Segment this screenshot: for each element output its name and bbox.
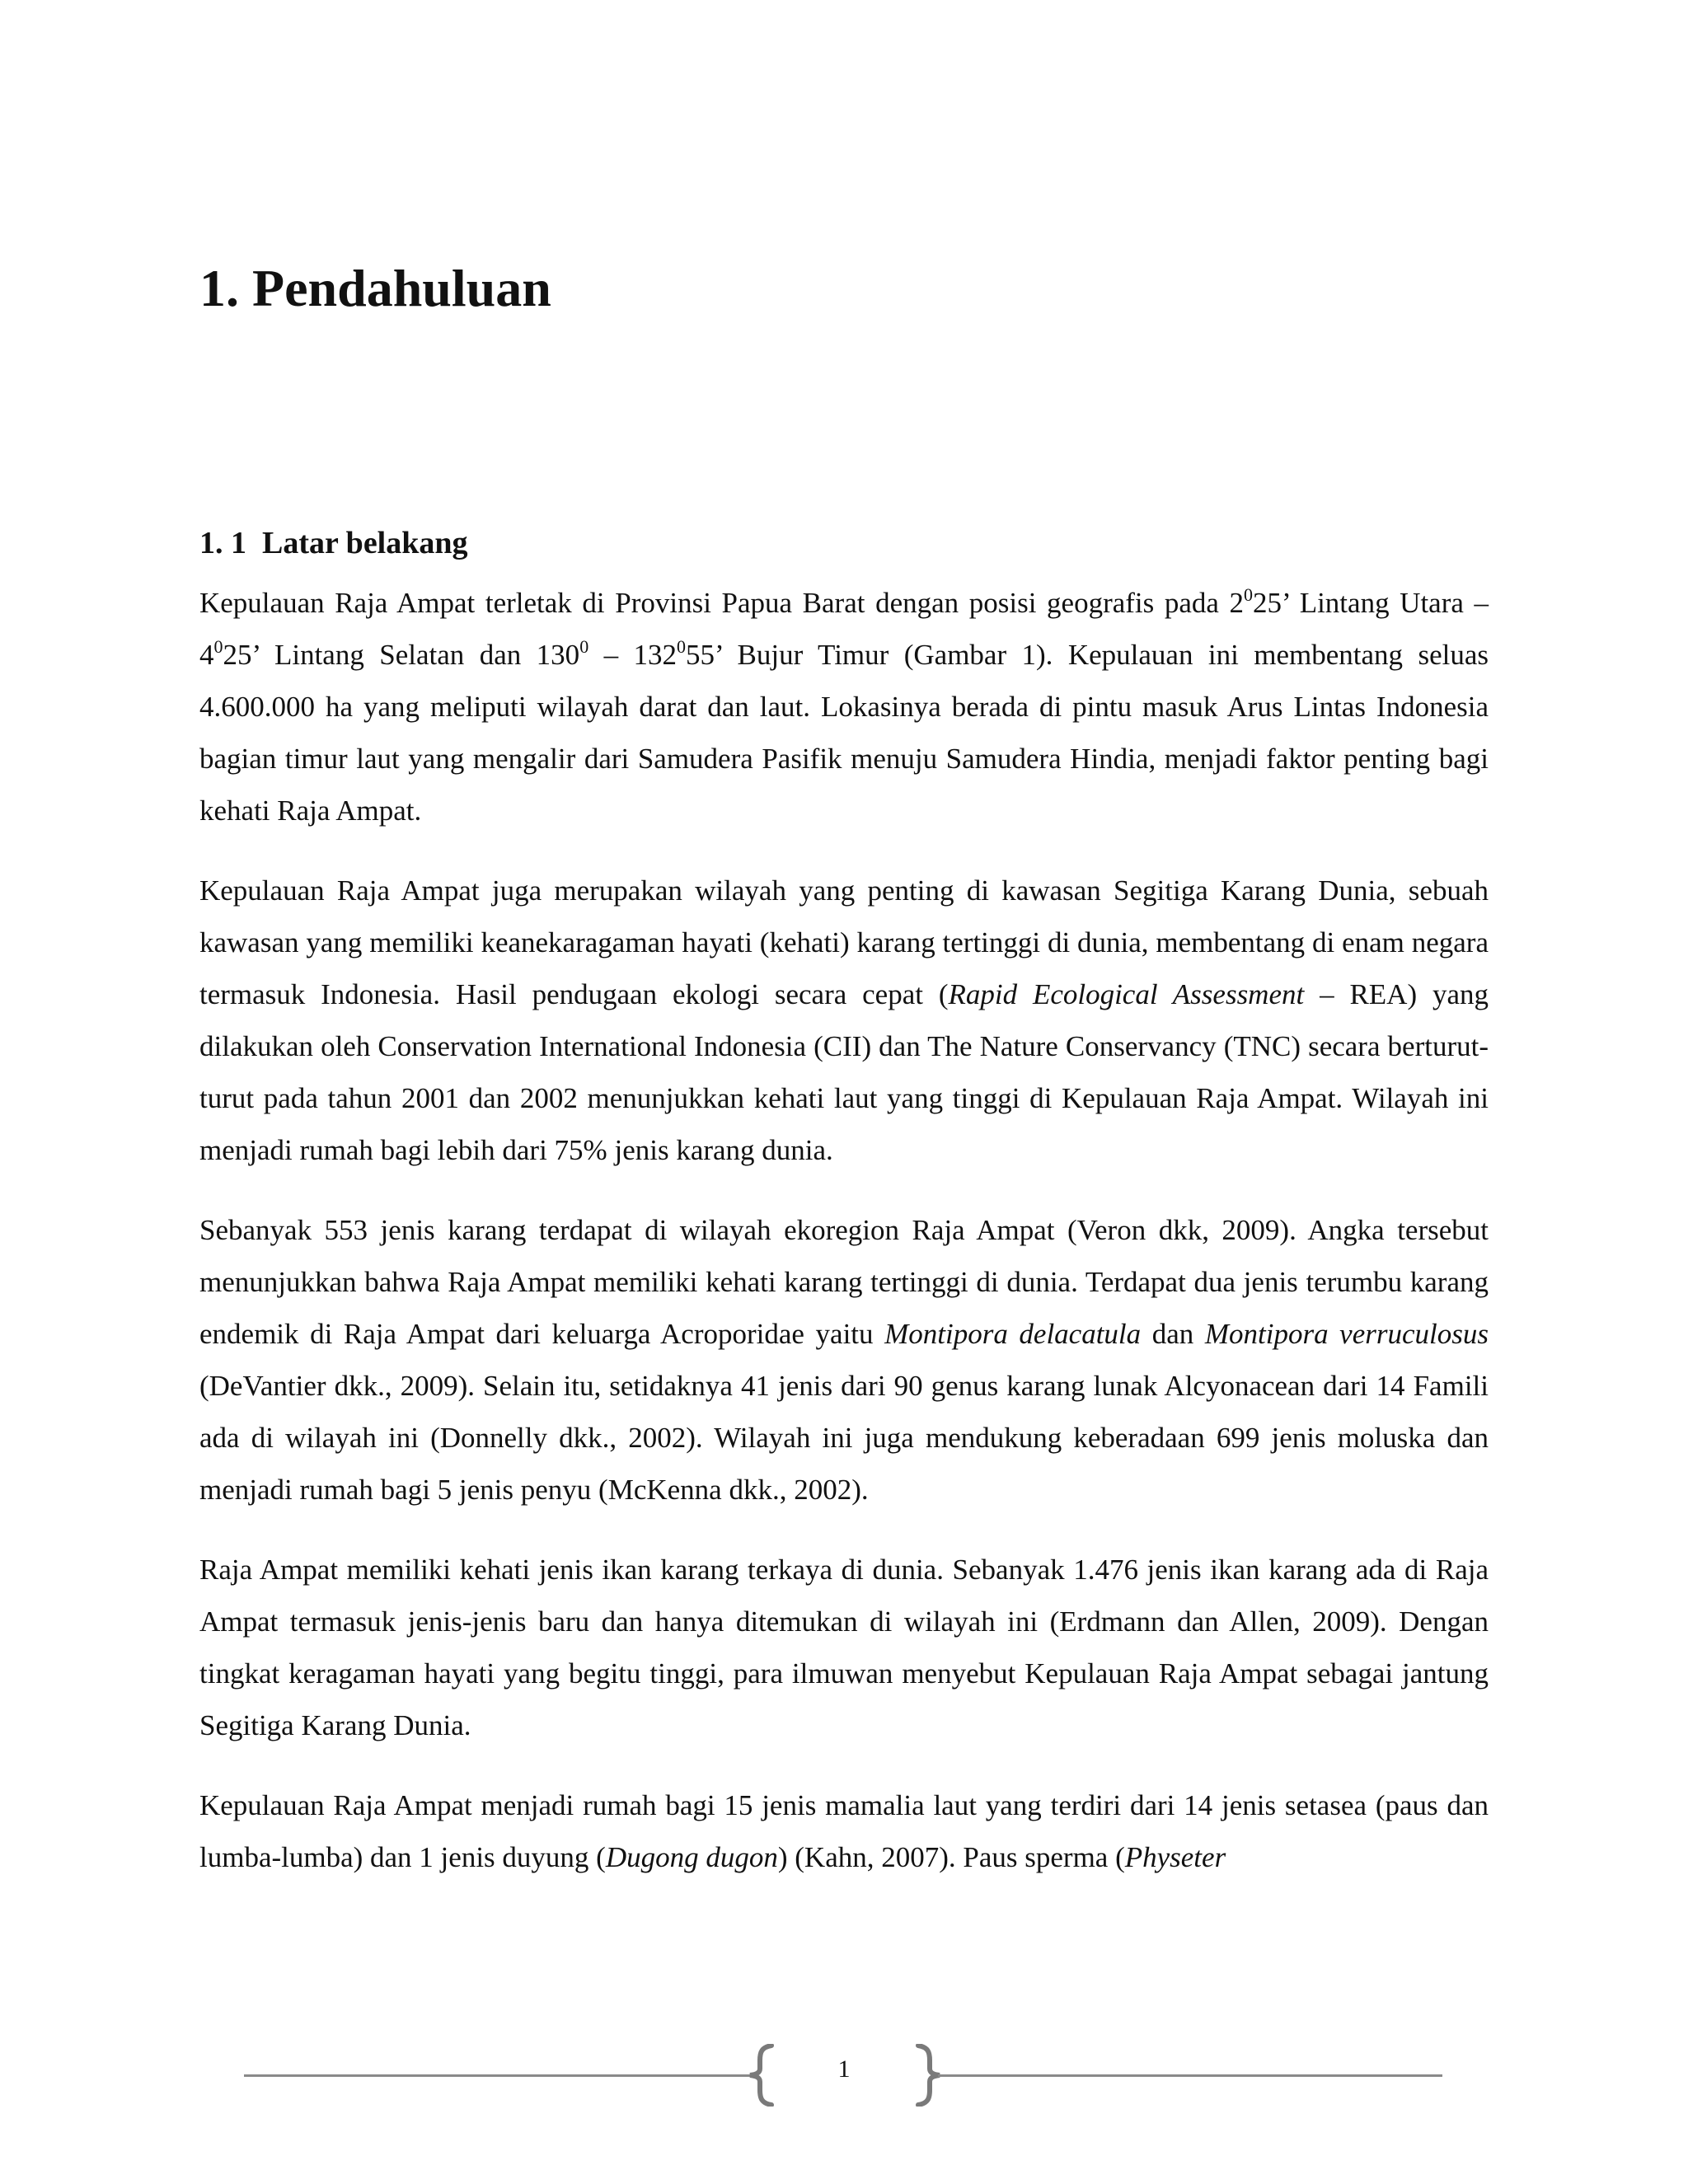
- paragraph-3-text-b: dan: [1141, 1318, 1205, 1350]
- paragraph-1-text-b: 25’ Lintang Utara – 4: [199, 587, 1489, 671]
- species-name: Physeter: [1124, 1841, 1226, 1873]
- paragraph-5-text-a: Kepulauan Raja Ampat menjadi rumah bagi 15 jenis mamalia laut yang terdiri dari 14 jenis setasea (paus dan lumba-lumba) dan 1 jenis duyung (: [199, 1789, 1489, 1873]
- paragraph-5: [199, 1779, 1489, 1883]
- paragraph-1-text-e: 55’ Bujur Timur (Gambar 1). Kepulauan ini membentang seluas 4.600.000 ha yang meliputi wilayah darat dan laut. Lokasinya berada di pintu masuk Arus Lintas Indonesia bagian timur laut yang mengalir dari Samudera Pasifik menuju Samudera Hindia, menjadi faktor penting bagi kehati Raja Ampat.: [199, 639, 1489, 827]
- section-title: 1. 1 Latar belakang: [199, 526, 468, 560]
- paragraph-2-text-b: – REA) yang dilakukan oleh Conservation International Indonesia (CII) dan The Nature Conservancy (TNC) secara berturut-turut pada tahun 2001 dan 2002 menunjukkan kehati laut yang tinggi di Kepulauan Raja Ampat. Wilayah ini menjadi rumah bagi lebih dari 75% jenis karang dunia.: [199, 978, 1489, 1166]
- footer-rule-left: [244, 2074, 750, 2077]
- paragraph-5-text-b: ) (Kahn, 2007). Paus sperma (: [777, 1841, 1125, 1873]
- paragraph-3-text-c: (DeVantier dkk., 2009). Selain itu, setidaknya 41 jenis dari 90 genus karang lunak Alcyonacean dari 14 Famili ada di wilayah ini (Donnelly dkk., 2002). Wilayah ini juga mendukung keberadaan 699 jenis moluska dan menjadi rumah bagi 5 jenis penyu (McKenna dkk., 2002).: [199, 1370, 1489, 1506]
- paragraph-1-text-d: – 132: [588, 639, 678, 671]
- footer-rule-right: [938, 2074, 1442, 2077]
- paragraph-2-text-a: Kepulauan Raja Ampat juga merupakan wilayah yang penting di kawasan Segitiga Karang Dunia, sebuah kawasan yang memiliki keanekaragaman hayati (kehati) karang tertinggi di dunia, membentang di enam negara termasuk Indonesia. Hasil pendugaan ekologi secara cepat (: [199, 874, 1489, 1010]
- body-text: [199, 577, 1489, 1911]
- paragraph-1-text-a: Kepulauan Raja Ampat terletak di Provinsi Papua Barat dengan posisi geografis pada 2: [199, 587, 1245, 619]
- chapter-title: 1. Pendahuluan: [199, 259, 551, 317]
- degree-superscript: 0: [213, 636, 223, 657]
- degree-superscript: 0: [1244, 584, 1254, 605]
- species-name: Montipora delacatula: [884, 1318, 1142, 1350]
- degree-superscript: 0: [579, 636, 589, 657]
- species-name: Dugong dugon: [605, 1841, 778, 1873]
- italic-term: Rapid Ecological Assessment: [948, 978, 1305, 1010]
- left-brace-icon: [747, 2044, 778, 2107]
- paragraph-2: [199, 865, 1489, 1176]
- page-number: 1: [837, 2055, 851, 2083]
- paragraph-1: [199, 577, 1489, 837]
- paragraph-3: [199, 1204, 1489, 1516]
- paragraph-4: [199, 1544, 1489, 1751]
- paragraph-3-text-a: Sebanyak 553 jenis karang terdapat di wilayah ekoregion Raja Ampat (Veron dkk, 2009). Angka tersebut menunjukkan bahwa Raja Ampat memiliki kehati karang tertinggi di dunia. Terdapat dua jenis terumbu karang endemik di Raja Ampat dari keluarga Acroporidae yaitu: [199, 1214, 1489, 1350]
- species-name: Montipora verruculosus: [1204, 1318, 1489, 1350]
- paragraph-1-text-c: 25’ Lintang Selatan dan 130: [223, 639, 580, 671]
- degree-superscript: 0: [677, 636, 687, 657]
- paragraph-4-text-a: Raja Ampat memiliki kehati jenis ikan karang terkaya di dunia. Sebanyak 1.476 jenis ikan karang ada di Raja Ampat termasuk jenis-jenis baru dan hanya ditemukan di wilayah ini (Erdmann dan Allen, 2009). Dengan tingkat keragaman hayati yang begitu tinggi, para ilmuwan menyebut Kepulauan Raja Ampat sebagai jantung Segitiga Karang Dunia.: [199, 1554, 1489, 1741]
